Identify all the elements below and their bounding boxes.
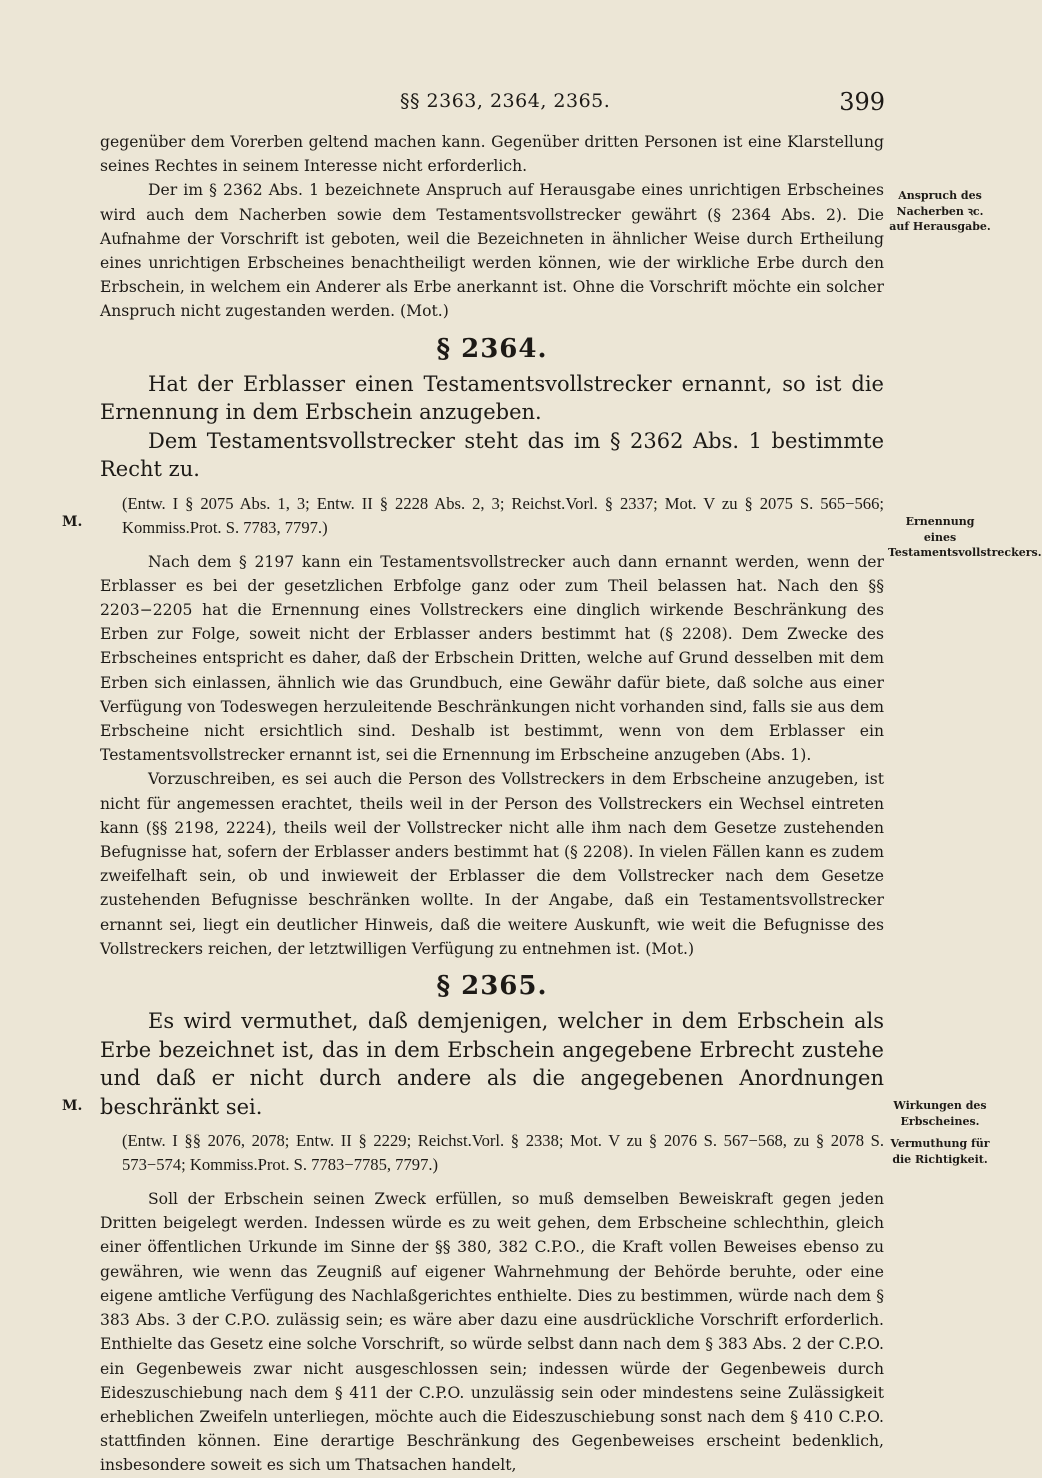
main-text [100, 130, 884, 1478]
section-2364-law-1: Hat der Erblasser einen Testamentsvollstrecker ernannt, so ist die Ernennung in dem Erbschein anzugeben. [100, 371, 884, 425]
section-2364-commentary-1: Nach dem § 2197 kann ein Testamentsvollstrecker auch dann ernannt werden, wenn der Erblasser es bei der gesetzlichen Erbfolge ganz oder zum Theil belassen hat. Nach den §§ 2203−2205 hat die Ernennung eines Vollstreckers eine dinglich wirkende Beschränkung des Erben zur Folge, soweit nicht der Erblasser anders bestimmt hat (§ 2208). Dem Zwecke des Erbscheines entspricht es daher, daß der Erbschein Dritten, welche auf Grund desselben mit dem Erben sich einlassen, ähnlich wie das Grundbuch, eine Gewähr dafür biete, daß solche aus einer Verfügung von Todeswegen herzuleitende Beschränkungen nicht vorhanden sind, falls sie aus dem Erbscheine nicht ersichtlich sind. Deshalb ist bestimmt, wenn von dem Erblasser ein Testamentsvollstrecker ernannt ist, sei die Ernennung im Erbscheine anzugeben (Abs. 1). [100, 552, 884, 765]
margin-note-nacherben: Anspruch des Nacherben ꝛc. auf Herausgabe. [889, 189, 991, 233]
page-number: 399 [839, 88, 885, 116]
section-2365-law-1: Es wird vermuthet, daß demjenigen, welcher in dem Erbschein als Erbe bezeichnet ist, das in dem Erbschein angegebene Erbrecht zustehe und daß er nicht durch andere als die angegebenen Anordnungen beschränkt sei. [100, 1009, 884, 1119]
section-2364-commentary-2: Vorzuschreiben, es sei auch die Person des Vollstreckers in dem Erbscheine anzugeben, ist nicht für angemessen erachtet, theils weil in der Person des Vollstreckers ein Wechsel eintreten kann (§§ 2198, 2224), theils weil der Vollstrecker nicht alle ihm nach dem Gesetze zustehenden Befugnisse hat, sofern der Erblasser anders bestimmt hat (§ 2208). In vielen Fällen kann es zudem zweifelhaft sein, ob und inwieweit der Erblasser die dem Vollstrecker nach dem Gesetze zustehenden Befugnisse beschränken wollte. In der Angabe, daß ein Testamentsvollstrecker ernannt sei, liegt ein deutlicher Hinweis, daß die weitere Auskunft, wie weit die Befugnisse des Vollstreckers reichen, der letztwilligen Verfügung zu entnehmen ist. (Mot.) [100, 770, 884, 958]
page-header [100, 90, 885, 120]
motive-marker-2365: M. [62, 1098, 83, 1114]
section-2365-reference: (Entw. I §§ 2076, 2078; Entw. II § 2229; Reichst.Vorl. § 2338; Mot. V zu § 2076 S. 567−568, zu § 2078 S. 573−574; Kommiss.Prot. S. 7783−7785, 7797.) [122, 1131, 884, 1175]
intro-paragraph-2: Der im § 2362 Abs. 1 bezeichnete Anspruch auf Herausgabe eines unrichtigen Erbscheines wird auch dem Nacherben sowie dem Testamentsvollstrecker gewährt (§ 2364 Abs. 2). Die Aufnahme der Vorschrift ist geboten, weil die Bezeichneten in ähnlicher Weise durch Ertheilung eines unrichtigen Erbscheines benachtheiligt werden können, wie der wirkliche Erbe durch den Erbschein, in welchem ein Anderer als Erbe anerkannt ist. Ohne die Vorschrift möchte ein solcher Anspruch nicht zugestanden werden. (Mot.) [100, 181, 884, 321]
section-2365-commentary-1: Soll der Erbschein seinen Zweck erfüllen, so muß demselben Beweiskraft gegen jeden Dritten beigelegt werden. Indessen würde es zu weit gehen, dem Erbscheine schlechthin, gleich einer öffentlichen Urkunde im Sinne der §§ 380, 382 C.P.O., die Kraft vollen Beweises ebenso zu gewähren, wie wenn das Zeugniß auf eigener Wahrnehmung der Behörde beruhte, oder eine eigene amtliche Verfügung des Nachlaßgerichtes enthielte. Dies zu bestimmen, würde nach dem § 383 Abs. 3 der C.P.O. zulässig sein; es wäre aber dazu eine ausdrückliche Vorschrift erforderlich. Enthielte das Gesetz eine solche Vorschrift, so würde selbst dann nach dem § 383 Abs. 2 der C.P.O. ein Gegenbeweis zwar nicht ausgeschlossen sein; indessen würde der Gegenbeweis durch Eideszuschiebung nach dem § 411 der C.P.O. unzulässig sein oder mindestens seine Zulässigkeit erheblichen Zweifeln unterliegen, möchte auch die Eideszuschiebung sonst nach dem § 410 C.P.O. stattfinden können. Eine derartige Beschränkung des Gegenbeweises erscheint bedenklich, insbesondere soweit es sich um Thatsachen handelt, [100, 1190, 884, 1475]
running-head: §§ 2363, 2364, 2365. [400, 90, 611, 112]
section-2364-law-2: Dem Testamentsvollstrecker steht das im § 2362 Abs. 1 bestimmte Recht zu. [100, 428, 884, 482]
margin-note-vermuthung: Vermuthung für die Richtigkeit. [890, 1137, 990, 1166]
section-2364-reference: (Entw. I § 2075 Abs. 1, 3; Entw. II § 2228 Abs. 2, 3; Reichst.Vorl. § 2337; Mot. V zu § 2075 S. 565−566; Kommiss.Prot. S. 7783, 7797.) [122, 493, 884, 537]
margin-note-ernennung: Ernennung eines Testamentsvollstreckers. [888, 515, 1042, 559]
margin-note-wirkungen: Wirkungen des Erbscheines. [893, 1099, 987, 1128]
section-2364-heading: § 2364. [436, 333, 548, 364]
intro-paragraph-1: gegenüber dem Vorerben geltend machen kann. Gegenüber dritten Personen ist eine Klarstellung seines Rechtes in seinem Interesse nicht erforderlich. [100, 133, 884, 176]
motive-marker-2364: M. [62, 514, 83, 530]
section-2365-heading: § 2365. [436, 971, 548, 1002]
